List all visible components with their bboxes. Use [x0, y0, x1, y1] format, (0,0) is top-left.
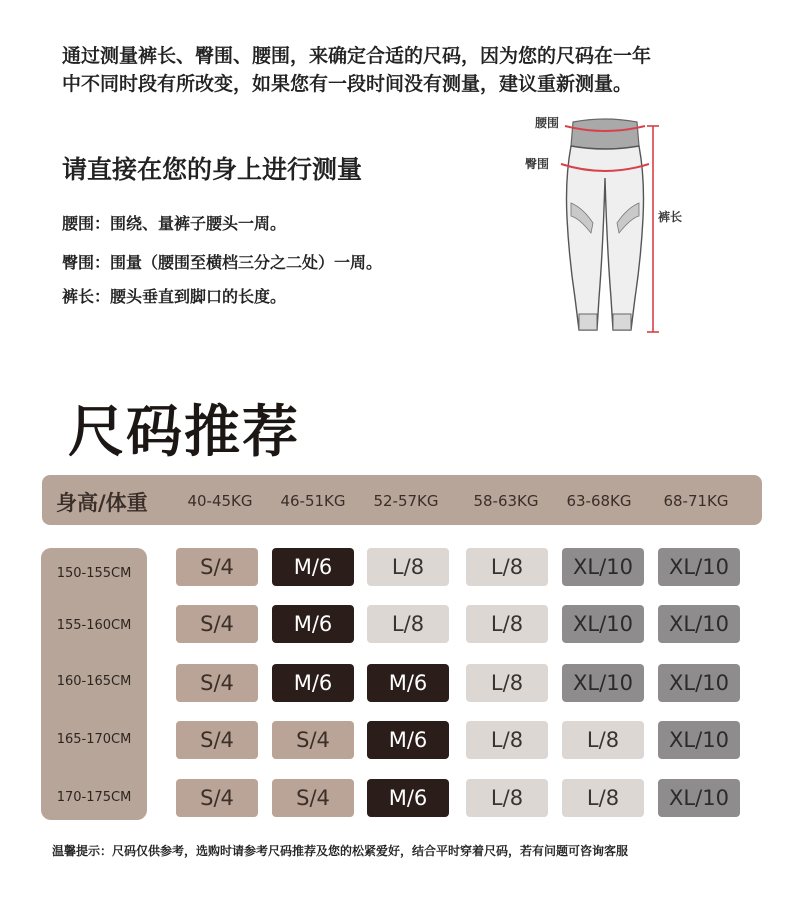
size-cell: S/4	[272, 779, 354, 817]
size-cell: L/8	[466, 605, 548, 643]
tip-text: 温馨提示：尺码仅供参考，选购时请参考尺码推荐及您的松紧爱好，结合平时穿着尺码，若有问题可咨询客服	[52, 844, 629, 858]
size-cell: XL/10	[658, 548, 740, 586]
size-cell: L/8	[367, 605, 449, 643]
size-cell: L/8	[466, 664, 548, 702]
height-label: 155-160CM	[56, 618, 132, 633]
size-cell: L/8	[562, 721, 644, 759]
size-cell: S/4	[272, 721, 354, 759]
size-cell: L/8	[466, 721, 548, 759]
size-cell: XL/10	[658, 664, 740, 702]
height-weight-label: 身高/体重	[56, 491, 148, 515]
size-cell: S/4	[176, 664, 258, 702]
measure-title: 请直接在您的身上进行测量	[62, 155, 363, 184]
size-cell: S/4	[176, 721, 258, 759]
size-cell: M/6	[272, 605, 354, 643]
size-cell: L/8	[466, 548, 548, 586]
weight-header: 52-57KG	[373, 492, 439, 510]
size-cell: M/6	[272, 548, 354, 586]
size-cell: XL/10	[658, 721, 740, 759]
hip-instruction: 臀围：围量（腰围至横档三分之二处）一周。	[62, 253, 383, 272]
size-cell: S/4	[176, 779, 258, 817]
hip-label: 臀围	[525, 157, 550, 171]
pants-diagram	[505, 108, 725, 343]
length-label: 裤长	[658, 210, 683, 224]
size-cell: M/6	[272, 664, 354, 702]
size-cell: M/6	[367, 779, 449, 817]
size-cell: M/6	[367, 664, 449, 702]
size-cell: XL/10	[562, 664, 644, 702]
intro-text	[62, 42, 742, 98]
weight-header: 46-51KG	[280, 492, 346, 510]
height-label: 160-165CM	[56, 674, 132, 689]
weight-header: 63-68KG	[566, 492, 632, 510]
waist-instruction: 腰围：围绕、量裤子腰头一周。	[62, 214, 287, 233]
intro-line-1: 通过测量裤长、臀围、腰围，来确定合适的尺码，因为您的尺码在一年	[62, 45, 652, 67]
legs-shape	[567, 146, 644, 330]
size-cell: L/8	[367, 548, 449, 586]
size-cell: XL/10	[562, 548, 644, 586]
size-cell: L/8	[466, 779, 548, 817]
size-cell: XL/10	[562, 605, 644, 643]
weight-header-bar	[42, 475, 762, 525]
size-cell: S/4	[176, 605, 258, 643]
waistband-shape	[571, 119, 639, 149]
weight-header: 40-45KG	[187, 492, 253, 510]
height-label: 165-170CM	[56, 732, 132, 747]
size-cell: M/6	[367, 721, 449, 759]
size-cell: S/4	[176, 548, 258, 586]
weight-header: 68-71KG	[663, 492, 729, 510]
weight-header: 58-63KG	[473, 492, 539, 510]
size-recommend-title: 尺码推荐	[68, 400, 300, 465]
height-side-bar	[41, 548, 147, 820]
size-cell: XL/10	[658, 605, 740, 643]
waist-label: 腰围	[535, 116, 560, 130]
size-cell: XL/10	[658, 779, 740, 817]
intro-line-2: 中不同时段有所改变，如果您有一段时间没有测量，建议重新测量。	[62, 73, 633, 95]
size-cell: L/8	[562, 779, 644, 817]
height-label: 170-175CM	[56, 790, 132, 805]
height-label: 150-155CM	[56, 566, 132, 581]
length-instruction: 裤长：腰头垂直到脚口的长度。	[62, 287, 287, 306]
pants-illustration	[505, 108, 725, 343]
